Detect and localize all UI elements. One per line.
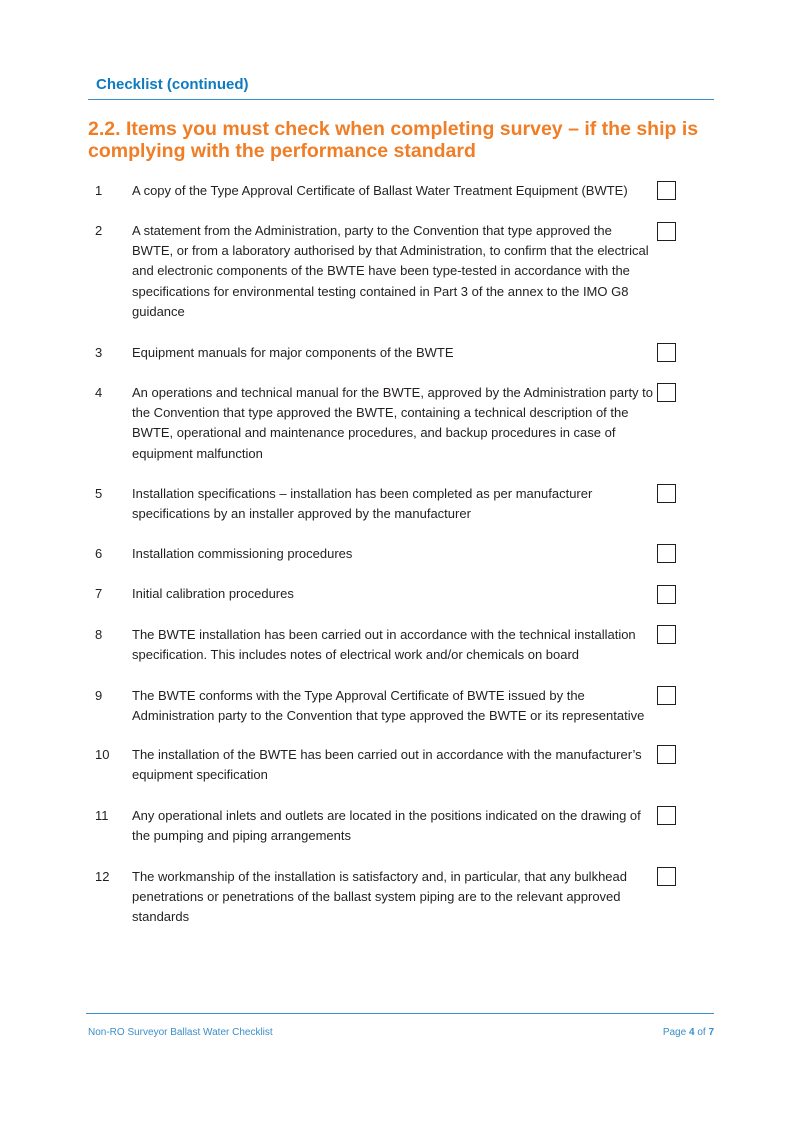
item-number: 7 xyxy=(95,586,103,601)
item-text: The workmanship of the installation is satisfactory and, in particular, that any bulkhead penetrations or penetrations of the ballast system piping are to the relevant approved standards xyxy=(132,869,627,925)
item-number: 8 xyxy=(95,627,103,642)
item-text: A copy of the Type Approval Certificate of Ballast Water Treatment Equipment (BWTE) xyxy=(132,183,628,198)
item-text: Installation commissioning procedures xyxy=(132,546,353,561)
footer-page-number xyxy=(663,1027,714,1038)
item-checkbox[interactable] xyxy=(657,181,676,200)
item-checkbox[interactable] xyxy=(657,222,676,241)
item-number: 11 xyxy=(95,808,109,823)
item-number: 12 xyxy=(95,869,110,884)
page-total: 7 xyxy=(708,1027,714,1038)
page-of: of xyxy=(697,1027,706,1038)
section-heading: 2.2. Items you must check when completing survey – if the ship is complying with the performance standard xyxy=(88,118,699,162)
item-checkbox[interactable] xyxy=(657,625,676,644)
item-checkbox[interactable] xyxy=(657,484,676,503)
item-checkbox[interactable] xyxy=(657,343,676,362)
item-text: The installation of the BWTE has been carried out in accordance with the manufacturer’s equipment specification xyxy=(132,747,642,783)
page-current: 4 xyxy=(688,1027,695,1038)
item-text: A statement from the Administration, party to the Convention that type approved the BWTE, or from a laboratory authorised by that Administration, to confirm that the electrical and electronic components of the BWTE have been type-tested in accordance with the specifications for environmental testing contained in Part 3 of the annex to the IMO G8 guidance xyxy=(132,223,649,319)
item-number: 4 xyxy=(95,385,103,400)
item-number: 1 xyxy=(95,183,103,198)
footer-divider xyxy=(86,1013,714,1014)
item-checkbox[interactable] xyxy=(657,383,676,402)
item-text: Any operational inlets and outlets are located in the positions indicated on the drawing of the pumping and piping arrangements xyxy=(132,808,641,844)
item-number: 3 xyxy=(95,345,103,360)
item-checkbox[interactable] xyxy=(657,585,676,604)
item-text: The BWTE installation has been carried out in accordance with the technical installation specification. This includes notes of electrical work and/or chemicals on board xyxy=(132,627,636,663)
item-number: 5 xyxy=(95,486,103,501)
item-checkbox[interactable] xyxy=(657,867,676,886)
item-number: 9 xyxy=(95,688,103,703)
item-checkbox[interactable] xyxy=(657,745,676,764)
item-text: Equipment manuals for major components of the BWTE xyxy=(132,345,454,360)
item-text: An operations and technical manual for the BWTE, approved by the Administration party to the Convention that type approved the BWTE, containing a technical description of the BWTE, operational and maintenance procedures, and backup procedures in case of equipment malfunction xyxy=(132,385,654,461)
item-number: 6 xyxy=(95,546,103,561)
item-checkbox[interactable] xyxy=(657,544,676,563)
page-header-title: Checklist (continued) xyxy=(96,76,249,93)
item-checkbox[interactable] xyxy=(657,686,676,705)
footer-document-title: Non-RO Surveyor Ballast Water Checklist xyxy=(88,1027,273,1038)
item-number: 10 xyxy=(95,747,110,762)
page-label: Page xyxy=(662,1027,687,1038)
item-text: Installation specifications – installation has been completed as per manufacturer specifications by an installer approved by the manufacturer xyxy=(132,486,593,522)
item-checkbox[interactable] xyxy=(657,806,676,825)
item-text: Initial calibration procedures xyxy=(132,586,294,601)
item-text: The BWTE conforms with the Type Approval Certificate of BWTE issued by the Administration party to the Convention that type approved the BWTE or its representative xyxy=(132,688,645,724)
item-number: 2 xyxy=(95,223,103,238)
